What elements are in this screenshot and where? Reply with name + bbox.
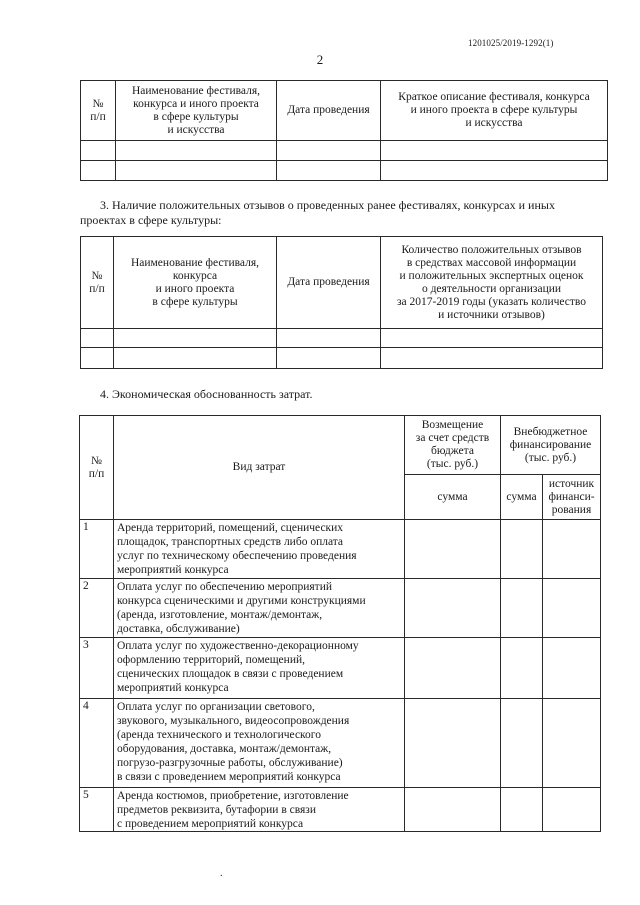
table-cell (501, 699, 543, 788)
table-cell (381, 161, 608, 181)
table-cell (543, 579, 601, 638)
table-cell (405, 638, 501, 699)
row-number: 4 (80, 699, 114, 788)
table-cell (405, 788, 501, 832)
positive-reviews-table (80, 236, 603, 369)
subheader-extra-sum: сумма (501, 475, 543, 520)
table-row (80, 699, 601, 788)
subheader-budget-sum: сумма (405, 475, 501, 520)
header-festival-name: Наименование фестиваля, конкурса и иного проекта в сфере культуры и искусства (116, 81, 277, 141)
header-number: № п/п (81, 81, 116, 141)
table-cell (405, 579, 501, 638)
row-cost-description: Оплата услуг по художественно-декорационному оформлению территорий, помещений, сценических площадок в связи с проведением мероприятий конкурса (114, 638, 405, 699)
section-3-line-1: 3. Наличие положительных отзывов о проведенных ранее фестивалях, конкурсах и иных (100, 198, 555, 212)
section-4-heading: 4. Экономическая обоснованность затрат. (100, 387, 313, 401)
header-extrabudgetary-financing: Внебюджетное финансирование (тыс. руб.) (501, 416, 601, 475)
row-number: 3 (80, 638, 114, 699)
table-cell (381, 348, 603, 369)
table-cell (114, 329, 277, 348)
table-header-row (81, 237, 603, 329)
header-number: № п/п (80, 416, 114, 520)
table-row (80, 579, 601, 638)
table-cell (81, 161, 116, 181)
table-row (81, 348, 603, 369)
section-3-paragraph (80, 198, 600, 228)
header-description: Краткое описание фестиваля, конкурса и иного проекта в сфере культуры и искусства (381, 81, 608, 141)
table-row (81, 329, 603, 348)
header-number: № п/п (81, 237, 114, 329)
row-number: 1 (80, 520, 114, 579)
table-row (80, 788, 601, 832)
table-cell (277, 348, 381, 369)
section-3-line-2: проектах в сфере культуры: (80, 213, 222, 227)
table-cell (81, 348, 114, 369)
header-reviews-count: Количество положительных отзывов в средствах массовой информации и положительных экспертных оценок о деятельности организации за 2017-2019 годы (указать количество и источники отзывов) (381, 237, 603, 329)
row-number: 5 (80, 788, 114, 832)
subheader-financing-source: источник финанси- рования (543, 475, 601, 520)
table-cell (501, 638, 543, 699)
table-header-row (81, 81, 608, 141)
table-cell (405, 520, 501, 579)
row-cost-description: Аренда территорий, помещений, сценических площадок, транспортных средств либо оплата услуг по техническому обеспечению проведения мероприятий конкурса (114, 520, 405, 579)
table-cell (116, 161, 277, 181)
table-cell (543, 520, 601, 579)
table-cell (501, 579, 543, 638)
table-cell (114, 348, 277, 369)
header-festival-name: Наименование фестиваля, конкурса и иного проекта в сфере культуры (114, 237, 277, 329)
table-cell (116, 141, 277, 161)
row-number: 2 (80, 579, 114, 638)
table-row (81, 141, 608, 161)
festival-description-table (80, 80, 608, 181)
table-row (80, 520, 601, 579)
table-cell (277, 329, 381, 348)
table-cell (81, 329, 114, 348)
table-cell (543, 788, 601, 832)
header-cost-type: Вид затрат (114, 416, 405, 520)
table-cell (277, 161, 381, 181)
row-cost-description: Оплата услуг по обеспечению мероприятий конкурса сценическими и другими конструкциями (аренда, изготовление, монтаж/демонтаж, доставка, обслуживание) (114, 579, 405, 638)
table-cell (381, 141, 608, 161)
document-registration-code: 1201025/2019-1292(1) (468, 38, 554, 48)
table-cell (381, 329, 603, 348)
page-number: 2 (316, 52, 324, 67)
row-cost-description: Оплата услуг по организации светового, звукового, музыкального, видеосопровождения (аренда технического и технологического оборудования, доставка, монтаж/демонтаж, погрузо-разгрузочные работы, обслуживание) в связи с проведением мероприятий конкурса (114, 699, 405, 788)
table-cell (501, 788, 543, 832)
cost-justification-table (79, 415, 601, 832)
row-cost-description: Аренда костюмов, приобретение, изготовление предметов реквизита, бутафории в связи с проведением мероприятий конкурса (114, 788, 405, 832)
table-row (80, 638, 601, 699)
table-cell (405, 699, 501, 788)
table-header-row (80, 416, 601, 475)
header-date: Дата проведения (277, 81, 381, 141)
table-cell (81, 141, 116, 161)
table-cell (543, 699, 601, 788)
header-date: Дата проведения (277, 237, 381, 329)
table-cell (543, 638, 601, 699)
table-cell (277, 141, 381, 161)
header-budget-reimbursement: Возмещение за счет средств бюджета (тыс. руб.) (405, 416, 501, 475)
table-row (81, 161, 608, 181)
footer-mark: . (220, 868, 223, 879)
table-cell (501, 520, 543, 579)
